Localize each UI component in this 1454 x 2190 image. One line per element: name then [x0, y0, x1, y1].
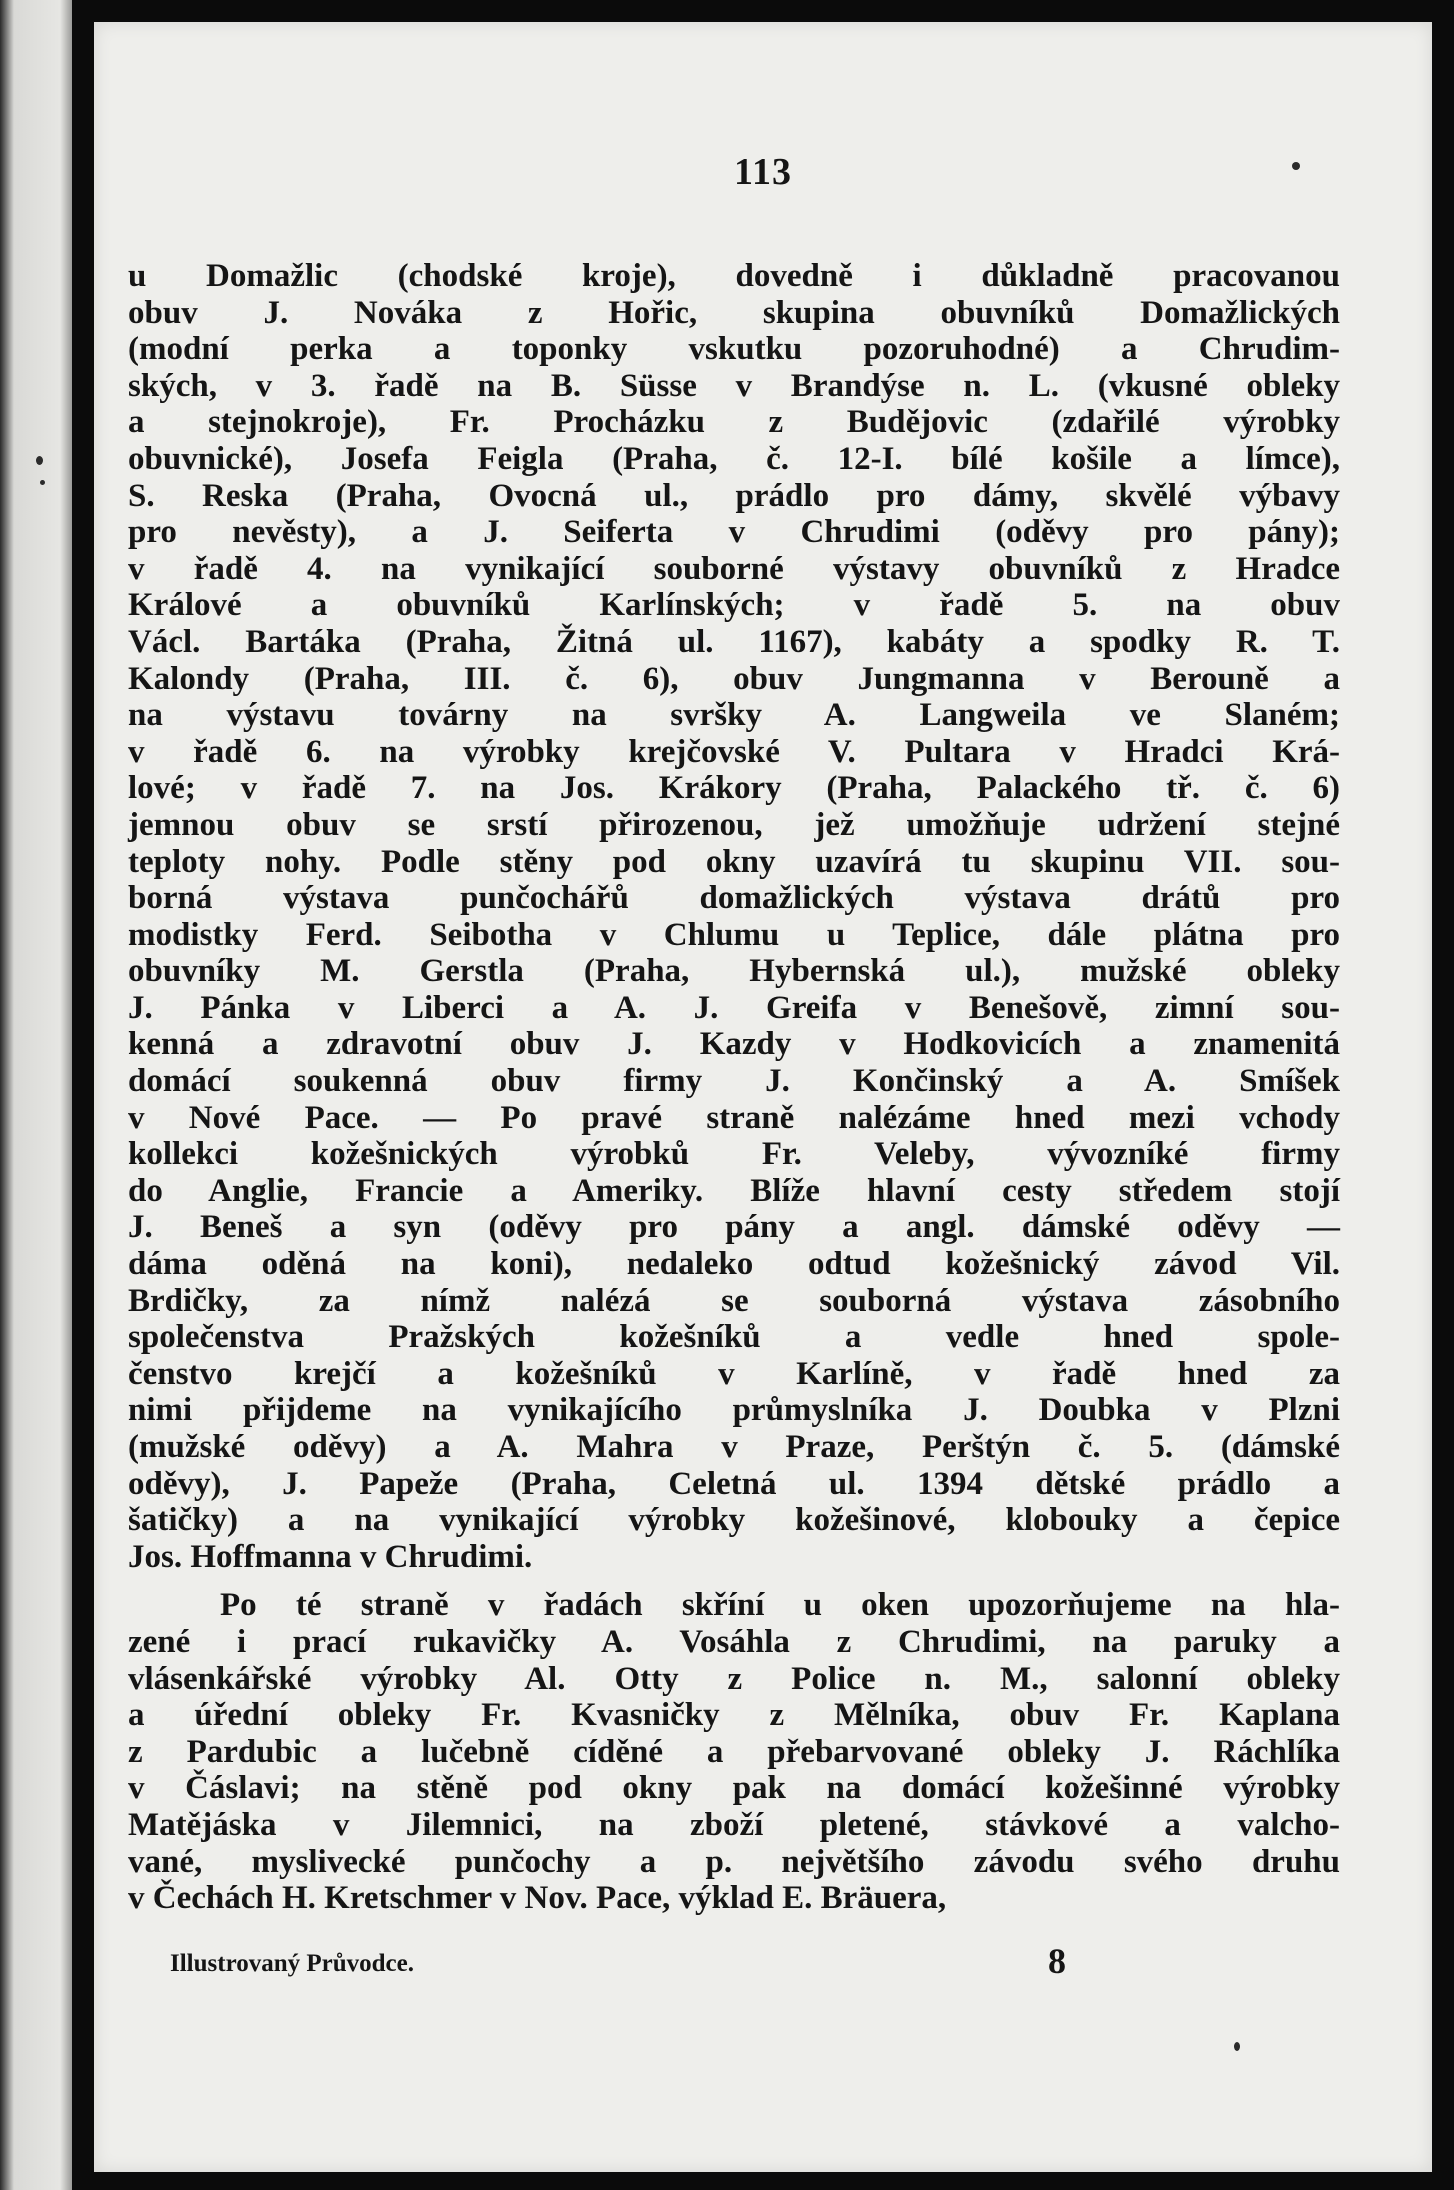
book-page: [94, 22, 1432, 2172]
text-line: Po té straně v řadách skříní u oken upozorňujeme na hla-: [220, 1587, 1340, 1624]
paragraph: [128, 258, 1340, 1575]
text-line: Kalondy (Praha, III. č. 6), obuv Jungmanna v Berouně a: [128, 660, 1340, 697]
text-line: lové; v řadě 7. na Jos. Krákory (Praha, Palackého tř. č. 6): [128, 770, 1340, 807]
text-line: (mužské oděvy) a A. Mahra v Praze, Perštýn č. 5. (dámské: [128, 1429, 1340, 1465]
text-line: teploty nohy. Podle stěny pod okny uzavírá tu skupinu VII. sou-: [128, 843, 1340, 880]
text-line: v Čechách H. Kretschmer v Nov. Pace, výklad E. Bräuera,: [128, 1880, 947, 1917]
text-line: Králové a obuvníků Karlínských; v řadě 5. na obuv: [128, 587, 1340, 624]
body-text: [128, 258, 1340, 1917]
text-line: oděvy), J. Papeže (Praha, Celetná ul. 1394 dětské prádlo a: [128, 1465, 1340, 1502]
text-line: v řadě 4. na vynikající souborné výstavy obuvníků z Hradce: [128, 550, 1340, 587]
text-line: vlásenkářské výrobky Al. Otty z Police n. M., salonní obleky: [128, 1660, 1340, 1697]
text-line: nimi přijdeme na vynikajícího průmyslníka J. Doubka v Plzni: [128, 1392, 1340, 1429]
text-line: jemnou obuv se srstí přirozenou, jež umožňuje udržení stejné: [128, 806, 1340, 843]
text-line: J. Pánka v Liberci a A. J. Greifa v Benešově, zimní sou-: [128, 989, 1340, 1026]
text-line: J. Beneš a syn (oděvy pro pány a angl. dámské oděvy —: [128, 1209, 1340, 1246]
text-line: z Pardubic a lučebně cíděné a přebarvované obleky J. Ráchlíka: [128, 1733, 1340, 1770]
text-line: Brdičky, za nímž nalézá se souborná výstava zásobního: [128, 1282, 1340, 1319]
previous-page-edge: [0, 0, 72, 2190]
text-line: do Anglie, Francie a Ameriky. Blíže hlavní cesty středem stojí: [128, 1172, 1340, 1209]
text-line: Matějáska v Jilemnici, na zboží pletené, stávkové a valcho-: [128, 1806, 1340, 1843]
text-line: domácí soukenná obuv firmy J. Končinský a A. Smíšek: [128, 1063, 1340, 1100]
text-line: a úřední obleky Fr. Kvasničky z Mělníka, obuv Fr. Kaplana: [128, 1697, 1340, 1734]
text-line: vané, myslivecké punčochy a p. největšího závodu svého druhu: [128, 1843, 1340, 1880]
scan-speck: [36, 456, 43, 465]
scan-speck: [1292, 162, 1300, 170]
scan-speck: [40, 480, 45, 485]
text-line: Jos. Hoffmanna v Chrudimi.: [128, 1538, 533, 1575]
text-line: obuvnické), Josefa Feigla (Praha, č. 12-I. bílé košile a límce),: [128, 440, 1340, 477]
text-line: zené i prací rukavičky A. Vosáhla z Chrudimi, na paruky a: [128, 1623, 1340, 1660]
text-line: Václ. Bartáka (Praha, Žitná ul. 1167), kabáty a spodky R. T.: [128, 623, 1340, 660]
text-line: u Domažlic (chodské kroje), dovedně i důkladně pracovanou: [128, 258, 1340, 294]
text-line: ských, v 3. řadě na B. Süsse v Brandýse n. L. (vkusné obleky: [128, 367, 1340, 404]
text-line: čenstvo krejčí a kožešníků v Karlíně, v řadě hned za: [128, 1355, 1340, 1392]
text-line: společenstva Pražských kožešníků a vedle hned spole-: [128, 1319, 1340, 1356]
text-line: v Čáslavi; na stěně pod okny pak na domácí kožešinné výrobky: [128, 1770, 1340, 1807]
scan-speck: [1234, 2042, 1240, 2051]
text-line: kenná a zdravotní obuv J. Kazdy v Hodkovicích a znamenitá: [128, 1026, 1340, 1063]
text-line: dáma oděná na koni), nedaleko odtud kožešnický závod Vil.: [128, 1246, 1340, 1283]
text-line: šatičky) a na vynikající výrobky kožešinové, klobouky a čepice: [128, 1502, 1340, 1539]
page-number: 113: [734, 151, 792, 193]
paragraph: [128, 1587, 1340, 1916]
footer-signature-mark: 8: [1048, 1941, 1066, 1981]
footer-book-title: Illustrovaný Průvodce.: [170, 1950, 414, 1977]
text-line: na výstavu továrny na svršky A. Langweila ve Slaném;: [128, 697, 1340, 734]
text-line: pro nevěsty), a J. Seiferta v Chrudimi (oděvy pro pány);: [128, 514, 1340, 551]
text-line: modistky Ferd. Seibotha v Chlumu u Teplice, dále plátna pro: [128, 916, 1340, 953]
text-line: obuv J. Nováka z Hořic, skupina obuvníků Domažlických: [128, 294, 1340, 331]
paragraph-gap: [128, 1575, 1340, 1587]
text-line: borná výstava punčochářů domažlických výstava drátů pro: [128, 880, 1340, 917]
page-footer: [128, 1940, 1340, 1984]
text-line: S. Reska (Praha, Ovocná ul., prádlo pro dámy, skvělé výbavy: [128, 477, 1340, 514]
text-line: obuvníky M. Gerstla (Praha, Hybernská ul.), mužské obleky: [128, 953, 1340, 990]
text-line: (modní perka a toponky vskutku pozoruhodné) a Chrudim-: [128, 331, 1340, 368]
text-line: v Nové Pace. — Po pravé straně nalézáme hned mezi vchody: [128, 1099, 1340, 1136]
text-line: a stejnokroje), Fr. Procházku z Budějovic (zdařilé výrobky: [128, 404, 1340, 441]
text-line: kollekci kožešnických výrobků Fr. Veleby, vývozníké firmy: [128, 1136, 1340, 1173]
text-line: v řadě 6. na výrobky krejčovské V. Pultara v Hradci Krá-: [128, 733, 1340, 770]
